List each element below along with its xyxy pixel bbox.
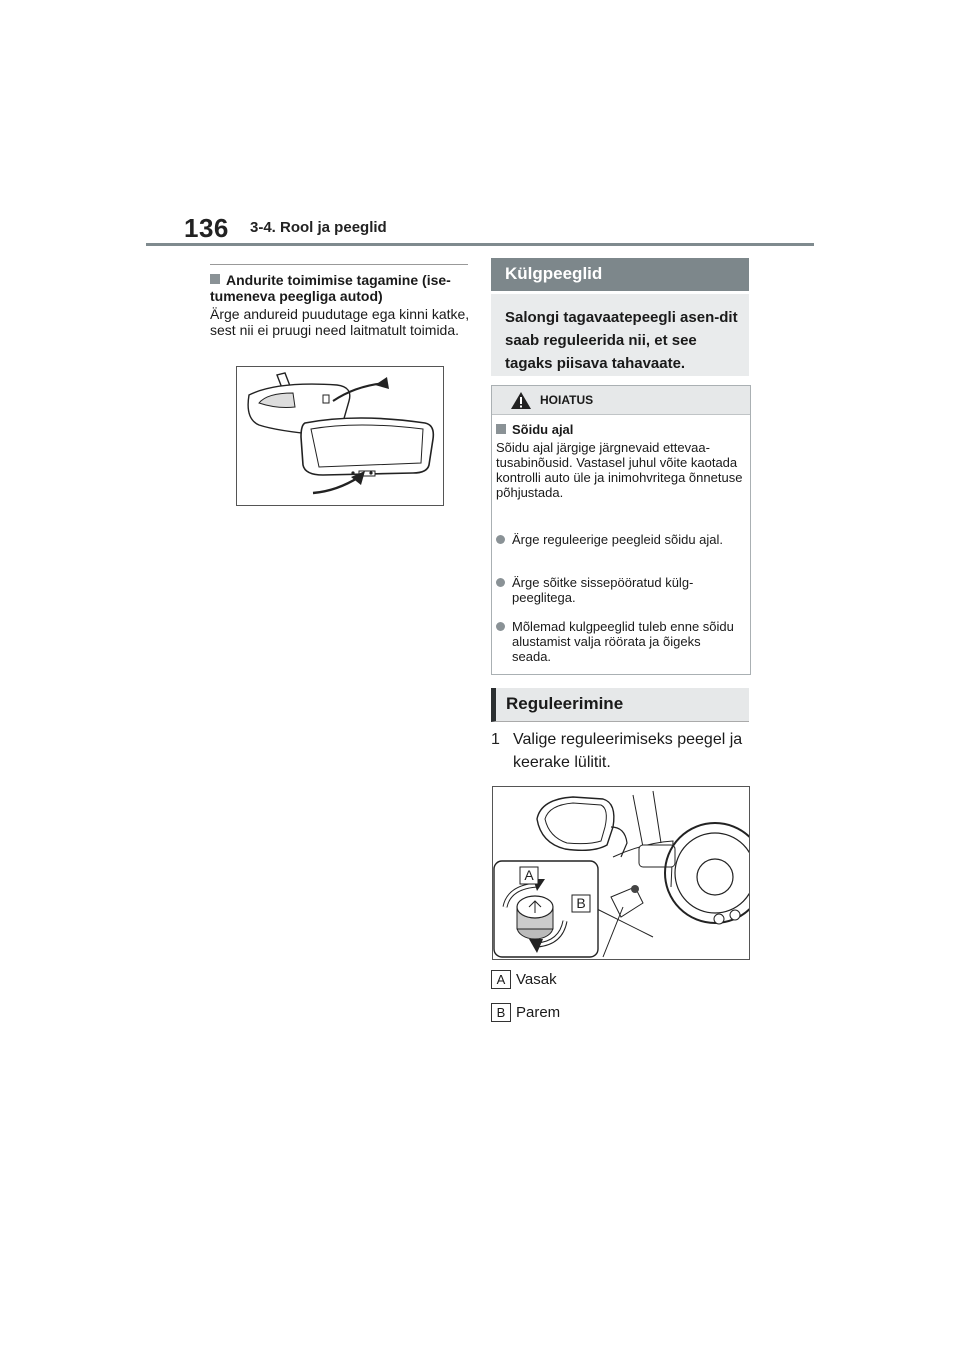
- figure-label-b: B: [576, 895, 586, 911]
- rearview-mirror-drawing: [237, 367, 443, 505]
- intro-text: Salongi tagavaatepeegli asen-dit saab reguleerida nii, et see tagaks piisava tahavaate.: [505, 309, 738, 372]
- warning-text: Sõidu ajal järgige järgnevaid ettevaa-tusabinõusid. Vastasel juhul võite kaotada kontrolli auto üle ja inimohvritega õnnetuse põhjustada.: [496, 440, 743, 500]
- bullet-dot-icon: [496, 622, 505, 631]
- note-text: Ärge andureid puudutage ega kinni katke, sest nii ei pruugi need laitmatult toimida.: [210, 306, 470, 338]
- warning-bullet: Mõlemad kulgpeeglid tuleb enne sõidu alustamist valja röörata ja õigeks seada.: [496, 619, 742, 664]
- warning-bullet: Ärge reguleerige peegleid sõidu ajal.: [496, 532, 742, 547]
- warning-title: HOIATUS: [540, 393, 594, 407]
- warning-bullet: Ärge sõitke sissepööratud külg-peeglitega.: [496, 575, 742, 605]
- legend-label: Parem: [516, 1004, 561, 1021]
- step-number: 1: [491, 731, 500, 748]
- warning-box: [491, 385, 751, 675]
- legend-key-box: B: [491, 1003, 511, 1022]
- legend-key-box: A: [491, 970, 511, 989]
- warning-subtitle-row: [496, 422, 573, 437]
- intro-box: [491, 294, 749, 376]
- note-divider: [210, 264, 468, 265]
- legend-label: Vasak: [516, 971, 557, 988]
- bullet-dot-icon: [496, 578, 505, 587]
- note-title: Andurite toimimise tagamine (ise-tumeneva peegliga autod): [210, 272, 451, 304]
- page-number: 136: [184, 213, 229, 243]
- section-title-side-mirrors: Külgpeeglid: [505, 264, 603, 283]
- section-header-side-mirrors: [491, 258, 749, 291]
- warning-triangle-icon: [510, 391, 532, 410]
- step-text: Valige reguleerimiseks peegel ja keerake lülitit.: [513, 731, 743, 771]
- square-bullet-icon: [210, 274, 220, 284]
- section-title: 3-4. Rool ja peeglid: [250, 219, 387, 236]
- warning-subtitle: Sõidu ajal: [512, 422, 574, 437]
- note-heading: [210, 272, 470, 304]
- warning-header: [492, 386, 750, 415]
- square-bullet-icon: [496, 424, 506, 434]
- rearview-mirror-illustration: [236, 366, 444, 506]
- mirror-switch-illustration: [492, 786, 750, 960]
- section-title-adjustment: Reguleerimine: [506, 694, 624, 713]
- figure-label-a: A: [524, 867, 534, 883]
- bullet-dot-icon: [496, 535, 505, 544]
- section-header-adjustment: [491, 688, 749, 722]
- mirror-switch-drawing: [493, 787, 749, 959]
- header-divider: [146, 243, 814, 246]
